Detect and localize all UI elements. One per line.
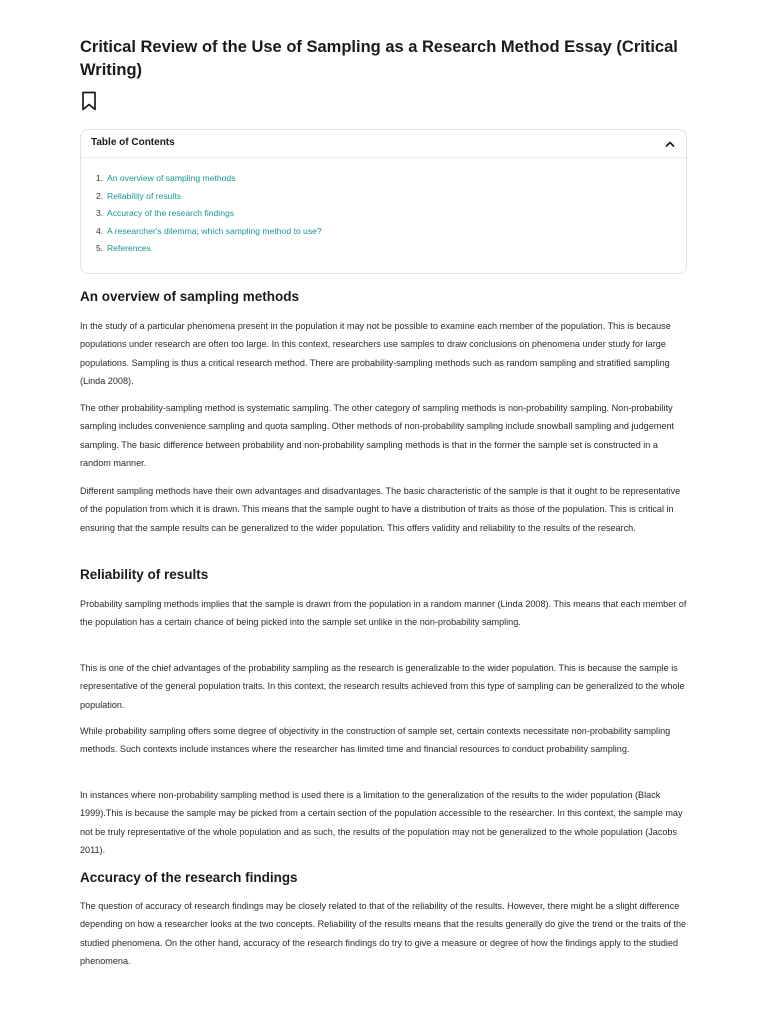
toc-item: 3. Accuracy of the research findings [96, 208, 235, 218]
bookmark-icon[interactable] [80, 91, 98, 111]
paragraph: While probability sampling offers some degree of objectivity in the construction of sample set, certain contexts necessitate non-probability sampling methods. Such contexts include instances where the researcher has limited time and financial resources to conduct probability sampling. [80, 726, 671, 755]
paragraph: The question of accuracy of research findings may be closely related to that of the reliability of the results. However, there might be a slight difference depending on how a researcher looks at the two concepts. Reliability of the results means that the results generally do give the trend or the traits of the studied phenomena. On the other hand, accuracy of the research findings do try to give a measure or degree of how the findings apply to the studied phenomena. [80, 901, 687, 966]
toc-item: 5. References [96, 243, 151, 253]
section-heading-accuracy: Accuracy of the research findings [80, 870, 298, 885]
toc-link-accuracy[interactable]: Accuracy of the research findings [107, 208, 235, 218]
paragraph: The other probability-sampling method is systematic sampling. The other category of sampling methods is non-probability sampling. Non-probability sampling includes convenience sampling and quota sampling. Other methods of non-probability sampling include snowball sampling and judgement sampling. The basic difference between probability and non-probability sampling methods is that in the former the sample set is constructed in a random manner. [80, 403, 674, 468]
chevron-up-icon[interactable] [664, 138, 676, 150]
paragraph: This is one of the chief advantages of the probability sampling as the research is generalizable to the wider population. This is because the sample is representative of the general population traits. In this context, the research results achieved from this type of sampling can be generalized to the whole population. [80, 663, 685, 710]
table-of-contents [80, 129, 687, 274]
paragraph: In instances where non-probability sampling method is used there is a limitation to the generalization of the results to the wider population (Black 1999).This is because the sample may be picked from a certain section of the population accessible to the researcher. In this context, the sample may not be truly representative of the whole population and as such, the results of the population may not be generalized to the whole population (Jacobs 2011). [80, 790, 683, 855]
toc-item: 4. A researcher's dilemma; which sampling method to use? [96, 225, 322, 236]
toc-item: 1. An overview of sampling methods [96, 173, 236, 183]
toc-item: 2. Reliability of results [96, 190, 182, 201]
toc-link-overview[interactable]: An overview of sampling methods [107, 173, 236, 183]
toc-list [96, 171, 322, 259]
toc-link-reliability[interactable]: Reliability of results [107, 190, 182, 201]
section-heading-reliability: Reliability of results [80, 567, 209, 582]
paragraph: Probability sampling methods implies that the sample is drawn from the population in a random manner (Linda 2008). This means that each member of the population has a certain chance of being picked into the sample set unlike in the non-probability sampling. [80, 599, 687, 628]
page-title: Critical Review of the Use of Sampling as a Research Method Essay (Critical Writing) [80, 38, 678, 79]
toc-link-references[interactable]: References [107, 243, 151, 253]
section-heading-overview: An overview of sampling methods [80, 289, 300, 304]
toc-header[interactable] [81, 130, 686, 158]
toc-link-dilemma[interactable]: A researcher's dilemma; which sampling method to use? [107, 225, 322, 236]
paragraph: Different sampling methods have their own advantages and disadvantages. The basic characteristic of the sample is that it ought to be representative of the population from which it is drawn. This means that the sample ought to have a distribution of traits as those of the population. This is critical in ensuring that the sample results can be generalized to the wider population. This offers validity and reliability to the results of the research. [80, 486, 681, 533]
toc-title: Table of Contents [91, 137, 175, 148]
paragraph: In the study of a particular phenomena present in the population it may not be possible to examine each member of the population. This is because populations under research are often too large. In this context, researchers use samples to draw conclusions on phenomena under study for large populations. Sampling is thus a critical research method. There are probability-sampling methods such as random sampling and stratified sampling (Linda 2008). [80, 321, 671, 386]
